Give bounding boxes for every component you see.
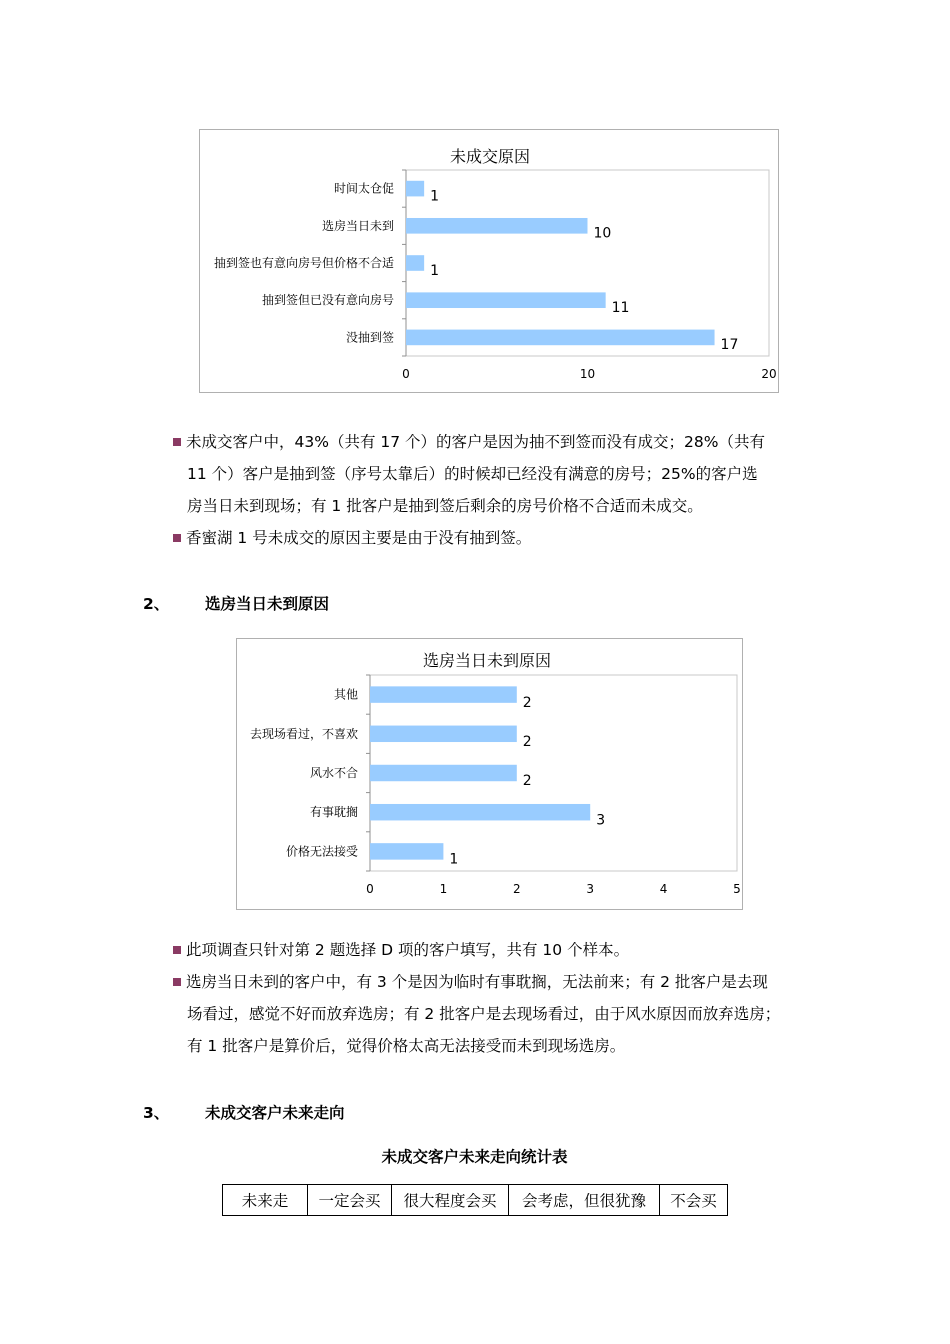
section2-number: 2、	[143, 595, 170, 613]
chart2-svg	[237, 639, 742, 909]
bullet-line	[173, 934, 780, 966]
bullet-line	[173, 522, 765, 554]
section2-heading: 选房当日未到原因	[205, 595, 330, 613]
data-label: 1	[449, 851, 459, 868]
data-label: 2	[522, 734, 532, 751]
bullet-text: 房当日未到现场；有 1 批客户是抽到签后剩余的房号价格不合适而未成交。	[187, 497, 703, 515]
category-label: 其他	[333, 687, 358, 702]
bullet-line	[173, 426, 765, 458]
bullet-text: 选房当日未到的客户中，有 3 个是因为临时有事耽搁，无法前来；有 2 批客户是去现	[186, 973, 768, 991]
bullet-line	[173, 490, 765, 522]
bar	[406, 255, 424, 271]
table-header-cell: 一定会买	[308, 1185, 392, 1216]
x-tick-label: 20	[761, 367, 777, 381]
data-label: 2	[522, 773, 532, 790]
bullet-square-icon	[173, 946, 181, 954]
bullet-text: 香蜜湖 1 号未成交的原因主要是由于没有抽到签。	[186, 529, 532, 547]
x-tick-label: 1	[439, 882, 448, 896]
bullet-text: 场看过，感觉不好而放弃选房；有 2 批客户是去现场看过，由于风水原因而放弃选房；	[187, 1005, 781, 1023]
category-label: 没抽到签	[345, 330, 394, 345]
category-label: 价格无法接受	[285, 844, 358, 859]
bar	[370, 765, 517, 781]
data-label: 1	[430, 188, 440, 205]
bullet-text: 11 个）客户是抽到签（序号太靠后）的时候却已经没有满意的房号；25%的客户选	[187, 465, 758, 483]
bullet-square-icon	[173, 534, 181, 542]
data-label: 17	[720, 337, 739, 354]
x-tick-label: 0	[366, 882, 374, 896]
chart-absence-reasons	[236, 638, 743, 910]
bullet-line	[173, 458, 765, 490]
bar	[406, 181, 424, 197]
table-header-cell: 很大程度会买	[392, 1185, 509, 1216]
category-label: 抽到签但已没有意向房号	[261, 293, 394, 308]
bar	[406, 292, 606, 308]
table-header-cell: 未来走	[223, 1185, 308, 1216]
category-label: 风水不合	[309, 766, 358, 780]
chart-title: 选房当日未到原因	[422, 651, 552, 670]
x-tick-label: 2	[512, 882, 521, 896]
bar	[370, 726, 517, 742]
future-direction-table	[222, 1184, 728, 1216]
bullet-text: 未成交客户中，43%（共有 17 个）的客户是因为抽不到签而没有成交；28%（共有	[186, 433, 765, 451]
bullet-line	[173, 1030, 780, 1062]
bar	[370, 843, 443, 859]
x-tick-label: 10	[579, 367, 596, 381]
x-tick-label: 4	[659, 882, 668, 896]
bullet-line	[173, 998, 780, 1030]
bar	[370, 686, 517, 702]
x-tick-label: 0	[402, 367, 410, 381]
bullet-text: 有 1 批客户是算价后，觉得价格太高无法接受而未到现场选房。	[187, 1037, 626, 1055]
table-header-cell: 不会买	[660, 1185, 728, 1216]
section1-bullets	[173, 426, 765, 554]
bullet-square-icon	[173, 978, 181, 986]
category-label: 抽到签也有意向房号但价格不合适	[213, 256, 394, 270]
data-label: 10	[593, 225, 612, 242]
bullet-line	[173, 966, 780, 998]
section3-heading: 未成交客户未来走向	[205, 1104, 345, 1122]
bar	[406, 218, 588, 234]
chart-unsuccessful-reasons	[199, 129, 779, 393]
category-label: 有事耽搁	[309, 805, 358, 820]
chart-title: 未成交原因	[449, 147, 531, 166]
data-label: 11	[611, 300, 630, 317]
table-header-cell: 会考虑，但很犹豫	[509, 1185, 660, 1216]
table-title: 未成交客户未来走向统计表	[381, 1148, 568, 1166]
bullet-text: 此项调查只针对第 2 题选择 D 项的客户填写，共有 10 个样本。	[186, 941, 630, 959]
x-tick-label: 5	[733, 882, 741, 896]
table-header-row	[223, 1185, 728, 1216]
data-label: 1	[430, 262, 440, 279]
category-label: 时间太仓促	[333, 181, 394, 196]
section2-bullets	[173, 934, 780, 1062]
bar	[370, 804, 590, 820]
bar	[406, 330, 715, 346]
data-label: 2	[522, 694, 532, 711]
chart1-svg	[200, 130, 778, 392]
data-label: 3	[596, 812, 606, 829]
bullet-square-icon	[173, 438, 181, 446]
category-label: 去现场看过，不喜欢	[249, 726, 358, 741]
section3-number: 3、	[143, 1104, 170, 1122]
x-tick-label: 3	[586, 882, 595, 896]
plot-area-border	[406, 170, 769, 356]
category-label: 选房当日未到	[321, 218, 394, 233]
